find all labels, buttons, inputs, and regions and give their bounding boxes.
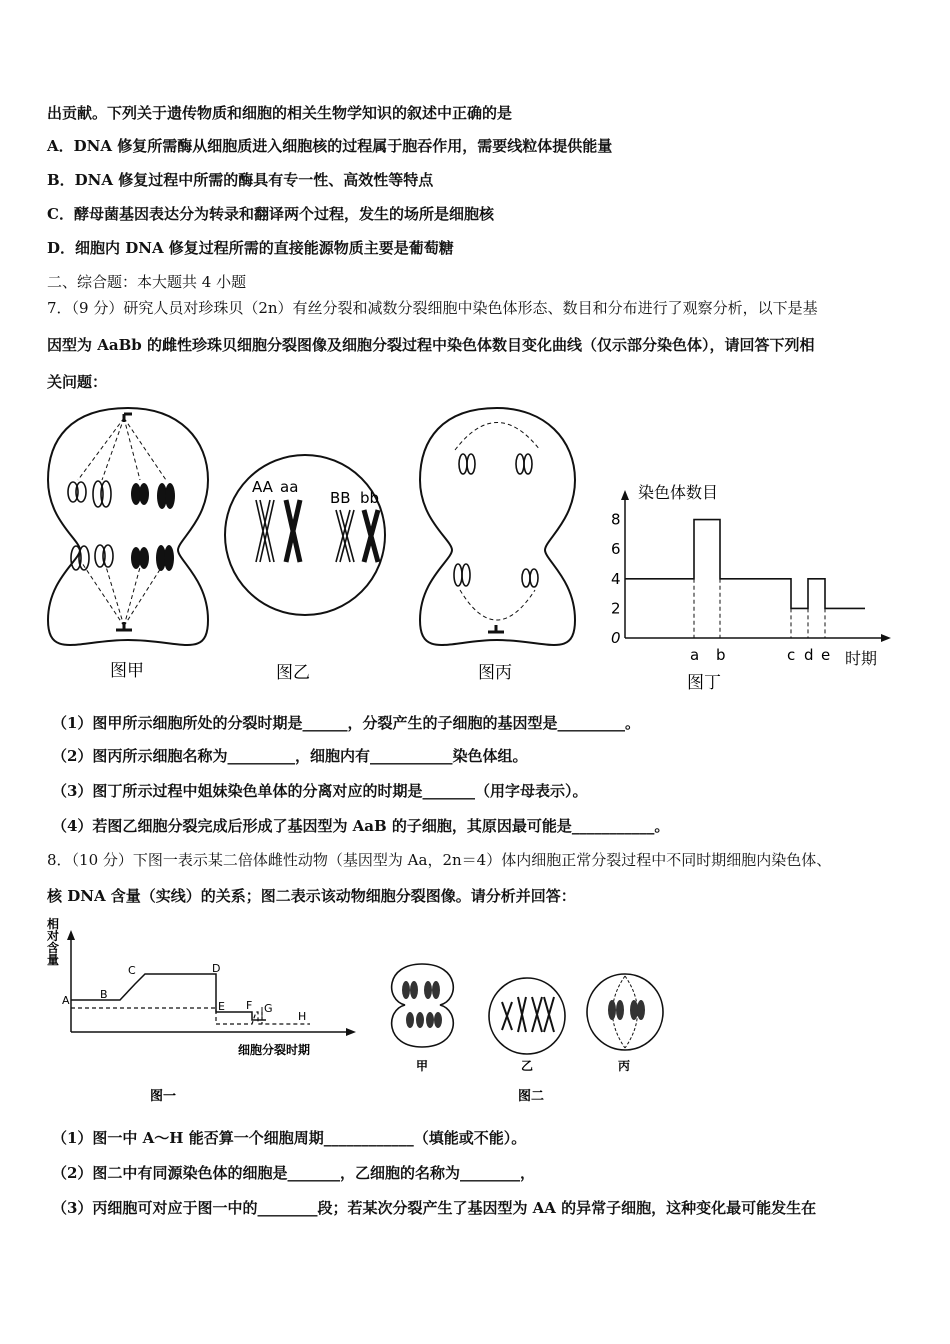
point-F: F bbox=[246, 999, 253, 1012]
q7-sub1: （1）图甲所示细胞所处的分裂时期是______，分裂产生的子细胞的基因型是_________。 bbox=[52, 714, 640, 732]
figure-yi-cell bbox=[225, 455, 385, 615]
q8-sub2: （2）图二中有同源染色体的细胞是_______，乙细胞的名称为________， bbox=[52, 1164, 535, 1182]
q8-stem-line2: 核 DNA 含量（实线）的关系；图二表示该动物细胞分裂图像。请分析并回答： bbox=[47, 887, 576, 905]
ytick-label: 2 bbox=[611, 599, 621, 618]
figure-one-chart bbox=[46, 916, 356, 1104]
q7-sub3: （3）图丁所示过程中姐妹染色单体的分离对应的时期是_______（用字母表示）。 bbox=[52, 782, 588, 800]
point-B: B bbox=[100, 988, 108, 1001]
chart-ylabel: 染色体数目 bbox=[638, 483, 719, 502]
q8-stem-line1: 8．（10 分）下图一表示某二倍体雌性动物（基因型为 Aa，2n＝4）体内细胞正常分裂过程中不同时期细胞内染色体、 bbox=[47, 851, 832, 869]
x-axis-arrow bbox=[881, 634, 891, 642]
chart-xmarkers bbox=[690, 579, 830, 664]
xmarker-label: d bbox=[804, 646, 814, 664]
figure-jia-cell bbox=[48, 408, 208, 645]
option-d[interactable]: D．细胞内 DNA 修复过程所需的直接能源物质主要是葡萄糖 bbox=[47, 239, 454, 257]
section-heading: 二、综合题：本大题共 4 小题 bbox=[47, 273, 247, 291]
ylabel-char1: 相 bbox=[47, 917, 60, 931]
q8-sub3: （3）丙细胞可对应于图一中的________段；若某次分裂产生了基因型为 AA 的异常子细胞，这种变化最可能发生在 bbox=[52, 1199, 817, 1217]
point-A: A bbox=[62, 994, 70, 1007]
cell-yi-label: 乙 bbox=[521, 1059, 534, 1073]
cell-jia-label: 甲 bbox=[416, 1059, 429, 1073]
question-stem-tail: 出贡献。下列关于遗传物质和细胞的相关生物学知识的叙述中正确的是 bbox=[47, 104, 513, 122]
ylabel-char4: 量 bbox=[47, 953, 60, 967]
option-a[interactable]: A．DNA 修复所需酶从细胞质进入细胞核的过程属于胞吞作用，需要线粒体提供能量 bbox=[47, 137, 613, 155]
gene-bb-label: bb bbox=[360, 489, 380, 507]
q7-stem-line1: 7．（9 分）研究人员对珍珠贝（2n）有丝分裂和减数分裂细胞中染色体形态、数目和分布进行了观察分析，以下是基 bbox=[47, 299, 818, 317]
q7-sub2: （2）图丙所示细胞名称为_________，细胞内有___________染色体组。 bbox=[52, 747, 528, 765]
ytick-label: 6 bbox=[611, 540, 621, 559]
q8-figures bbox=[40, 912, 670, 1112]
q7-stem-line3: 关问题： bbox=[47, 373, 108, 391]
chart-axes bbox=[621, 490, 891, 642]
xmarker-label: e bbox=[821, 646, 831, 664]
caption-figure-one: 图一 bbox=[150, 1089, 177, 1104]
caption-figure-two: 图二 bbox=[518, 1089, 545, 1104]
ylabel-char3: 含 bbox=[47, 941, 60, 955]
ytick-label: 0 bbox=[611, 629, 621, 647]
series-line bbox=[625, 520, 865, 609]
gene-aa-label: aa bbox=[280, 478, 299, 496]
point-D: D bbox=[212, 962, 221, 975]
chart-series bbox=[625, 520, 865, 609]
ytick-label: 8 bbox=[611, 510, 621, 529]
gene-AA-label: AA bbox=[252, 478, 273, 496]
xmarker-label: b bbox=[716, 646, 726, 664]
point-E: E bbox=[218, 1000, 225, 1013]
caption-jia: 图甲 bbox=[110, 661, 144, 681]
chart-xlabel: 时期 bbox=[845, 649, 878, 668]
point-H: H bbox=[298, 1010, 307, 1023]
q8-sub1: （1）图一中 A～H 能否算一个细胞周期____________（填能或不能）。 bbox=[52, 1129, 527, 1147]
chart-yticks bbox=[611, 511, 621, 647]
q7-sub4: （4）若图乙细胞分裂完成后形成了基因型为 AaB 的子细胞，其原因最可能是___________。 bbox=[52, 817, 670, 835]
figure-ding-chart bbox=[595, 478, 905, 693]
caption-yi: 图乙 bbox=[276, 663, 310, 683]
xmarker-label: a bbox=[690, 646, 700, 664]
option-b[interactable]: B．DNA 修复过程中所需的酶具有专一性、高效性等特点 bbox=[47, 171, 434, 189]
xmarker-label: c bbox=[787, 646, 796, 664]
figure-one-xlabel: 细胞分裂时期 bbox=[238, 1043, 311, 1057]
point-G: G bbox=[264, 1002, 273, 1015]
caption-bing: 图丙 bbox=[478, 663, 512, 683]
cell-bing-label: 丙 bbox=[618, 1059, 631, 1073]
figure-two-cells bbox=[392, 964, 663, 1104]
figure-bing-cell bbox=[420, 408, 575, 645]
caption-ding: 图丁 bbox=[687, 673, 721, 693]
y-axis-arrow bbox=[621, 490, 629, 500]
gene-BB-label: BB bbox=[330, 489, 351, 507]
q7-stem-line2: 因型为 AaBb 的雌性珍珠贝细胞分裂图像及细胞分裂过程中染色体数目变化曲线（仅示部分染色体），请回答下列相 bbox=[47, 336, 815, 354]
ytick-label: 4 bbox=[611, 569, 621, 588]
option-c[interactable]: C．酵母菌基因表达分为转录和翻译两个过程，发生的场所是细胞核 bbox=[47, 205, 494, 223]
ylabel-char2: 对 bbox=[47, 929, 60, 943]
point-C: C bbox=[128, 964, 136, 977]
